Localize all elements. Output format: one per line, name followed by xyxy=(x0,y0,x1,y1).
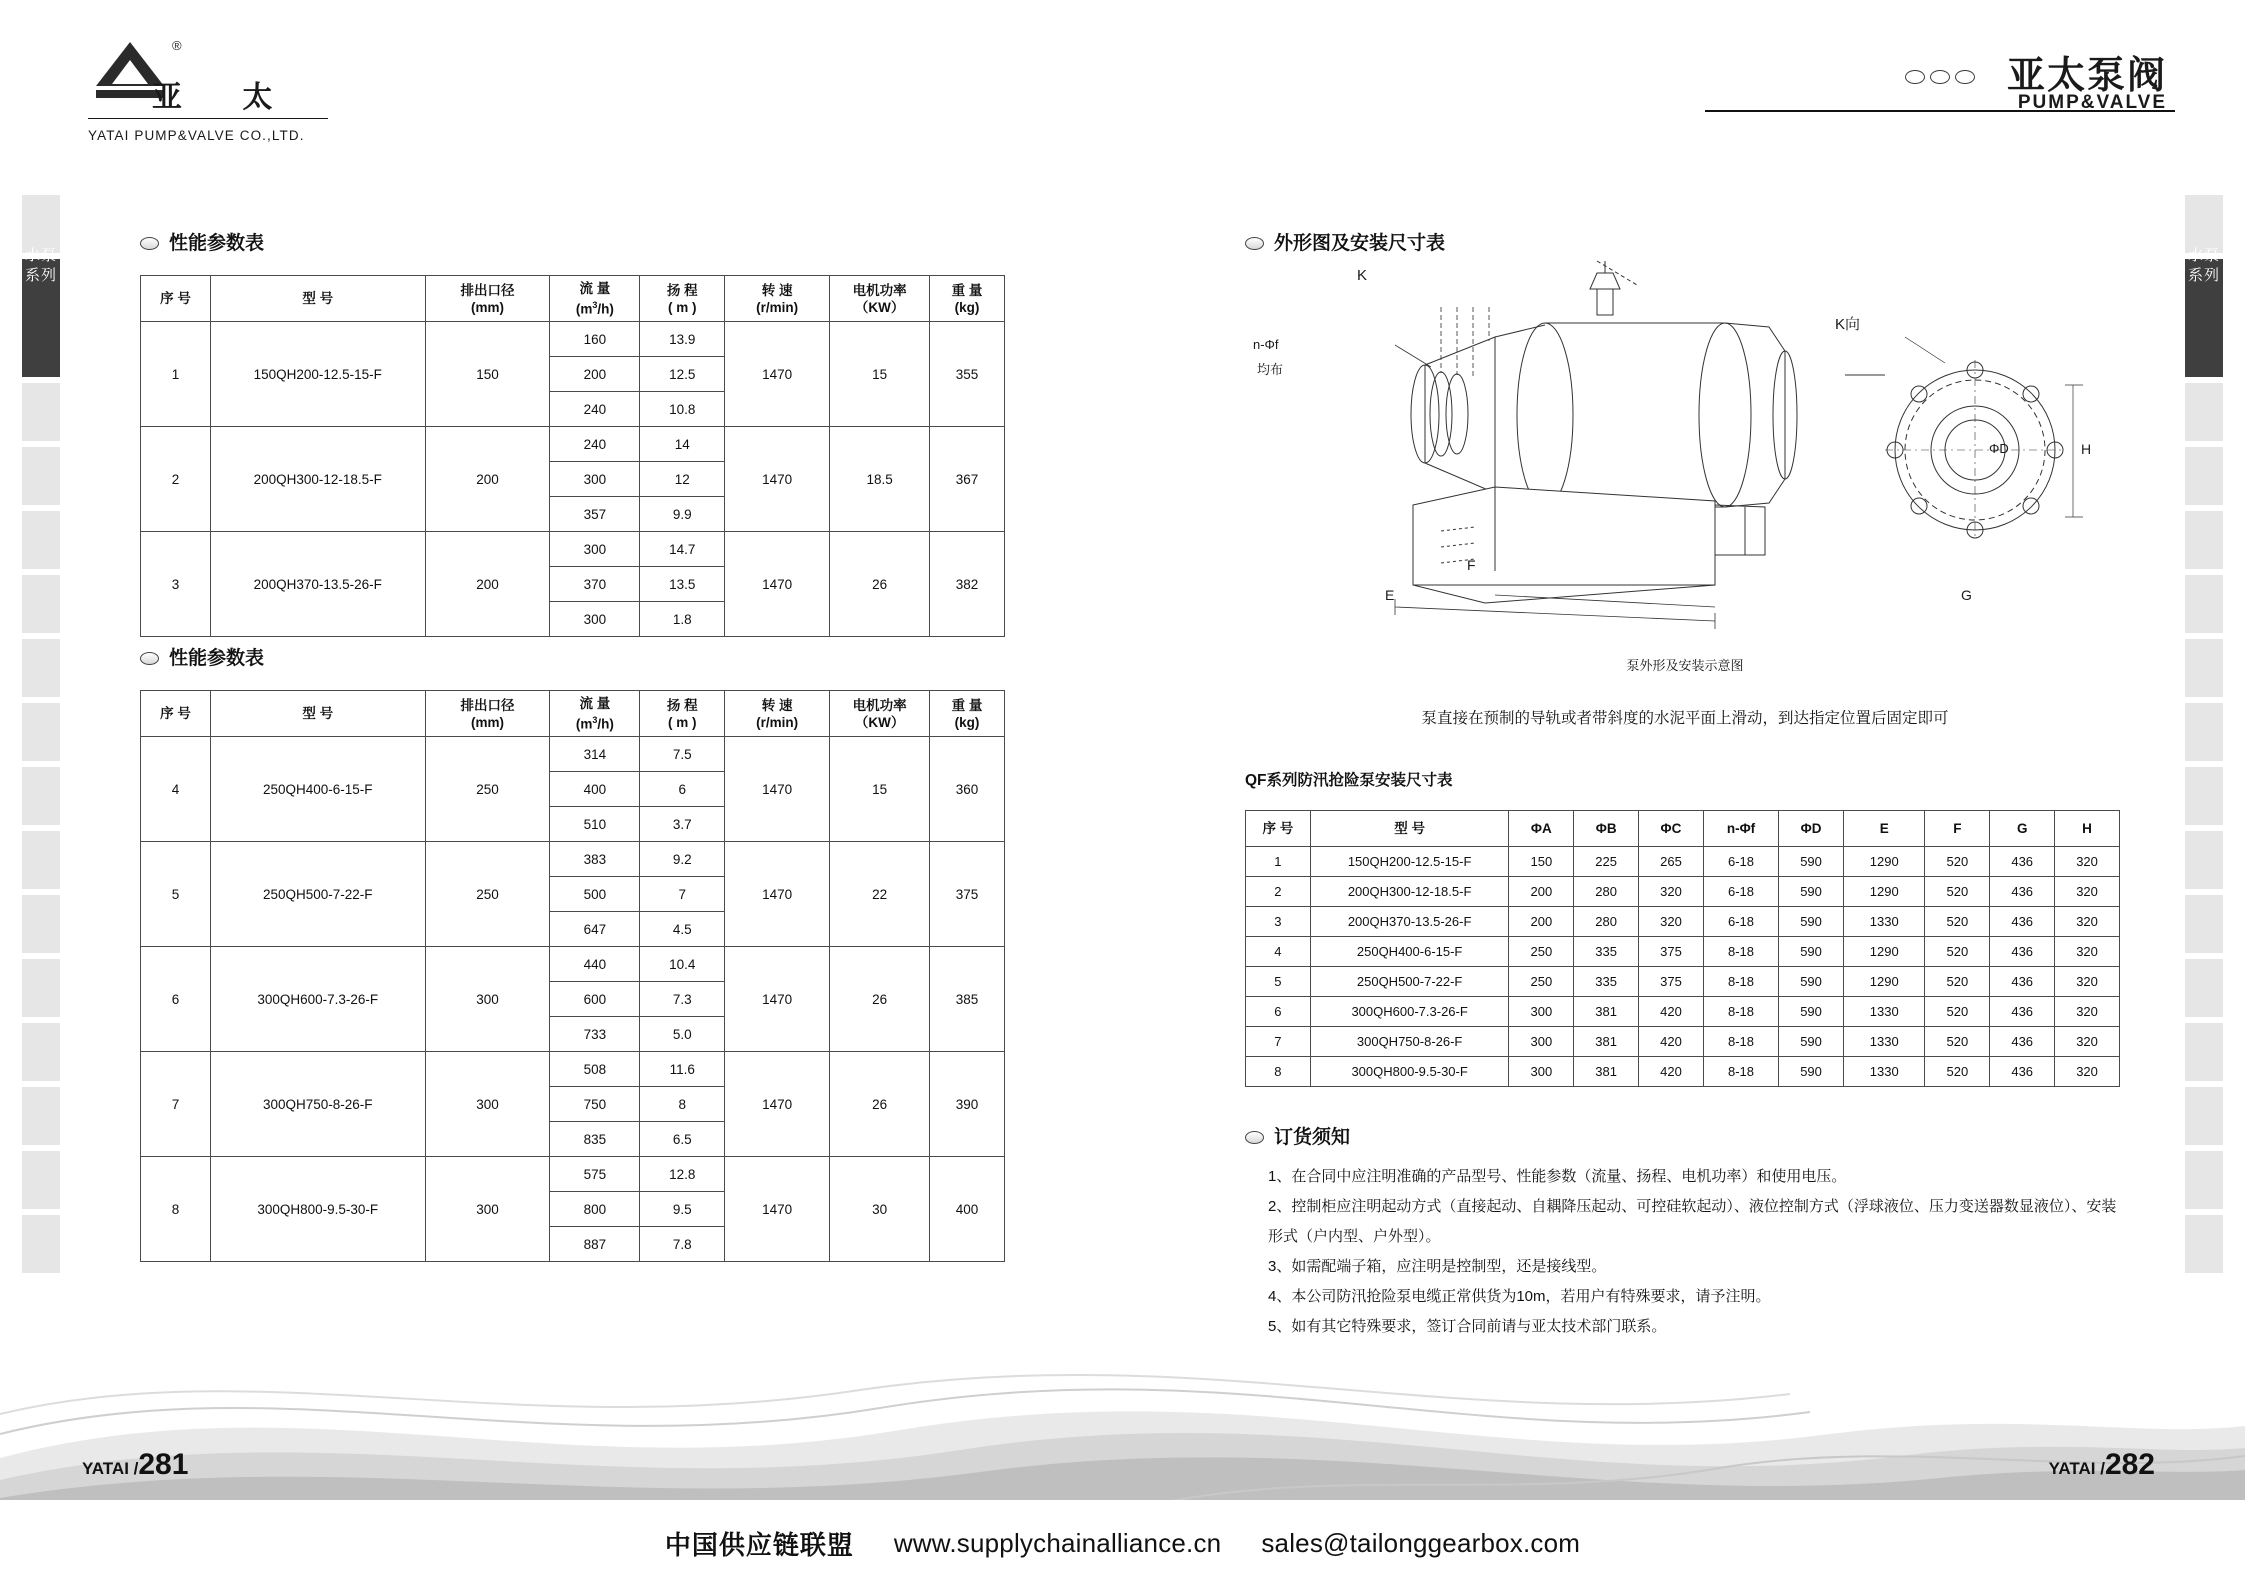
cell-outlet: 300 xyxy=(425,1052,550,1157)
dim-cell-4: 420 xyxy=(1639,1027,1704,1057)
dimension-table-body xyxy=(1246,847,2120,1087)
dim-cell-0: 3 xyxy=(1246,907,1311,937)
dim-cell-10: 320 xyxy=(2055,1027,2120,1057)
dim-cell-7: 1330 xyxy=(1843,907,1925,937)
dim-cell-3: 280 xyxy=(1574,877,1639,907)
th-speed: 转 速 (r/min) xyxy=(725,276,830,322)
dim-cell-8: 520 xyxy=(1925,907,1990,937)
cell-speed: 1470 xyxy=(725,427,830,532)
table-row xyxy=(141,427,1005,462)
dim-cell-6: 590 xyxy=(1779,877,1844,907)
dim-cell-6: 590 xyxy=(1779,1027,1844,1057)
dim-cell-5: 6-18 xyxy=(1703,877,1778,907)
cell-flow: 314 xyxy=(550,737,640,772)
drawing-caption: 泵外形及安装示意图 xyxy=(1626,658,1744,673)
dim-cell-7: 1290 xyxy=(1843,967,1925,997)
cell-head: 12.5 xyxy=(640,357,725,392)
dim-cell-6: 590 xyxy=(1779,937,1844,967)
dim-cell-4: 320 xyxy=(1639,877,1704,907)
cell-speed: 1470 xyxy=(725,1157,830,1262)
dim-cell-6: 590 xyxy=(1779,967,1844,997)
dim-cell-6: 590 xyxy=(1779,847,1844,877)
dim-cell-10: 320 xyxy=(2055,997,2120,1027)
dim-cell-7: 1290 xyxy=(1843,847,1925,877)
dim-cell-3: 335 xyxy=(1574,967,1639,997)
dim-cell-8: 520 xyxy=(1925,1027,1990,1057)
registered-mark: ® xyxy=(172,38,182,53)
th-no: 序 号 xyxy=(141,691,211,737)
dim-cell-4: 375 xyxy=(1639,937,1704,967)
dim-cell-7: 1290 xyxy=(1843,877,1925,907)
cell-flow: 240 xyxy=(550,392,640,427)
header-right-logo xyxy=(1705,44,2175,128)
dim-cell-8: 520 xyxy=(1925,937,1990,967)
dim-cell-3: 381 xyxy=(1574,997,1639,1027)
cell-head: 5.0 xyxy=(640,1017,725,1052)
cell-weight: 367 xyxy=(930,427,1005,532)
dim-cell-0: 8 xyxy=(1246,1057,1311,1087)
table-header-row xyxy=(141,276,1005,322)
cell-head: 3.7 xyxy=(640,807,725,842)
dim-cell-9: 436 xyxy=(1990,997,2055,1027)
cell-outlet: 150 xyxy=(425,322,550,427)
cell-head: 9.9 xyxy=(640,497,725,532)
dim-cell-4: 420 xyxy=(1639,997,1704,1027)
cell-flow: 440 xyxy=(550,947,640,982)
table-row xyxy=(1246,1027,2120,1057)
dim-cell-3: 335 xyxy=(1574,937,1639,967)
dim-cell-5: 8-18 xyxy=(1703,1057,1778,1087)
cell-model: 200QH370-13.5-26-F xyxy=(210,532,425,637)
dim-cell-6: 590 xyxy=(1779,997,1844,1027)
dim-cell-8: 520 xyxy=(1925,967,1990,997)
logo-chinese-name: 亚 太 xyxy=(152,81,299,114)
table-row xyxy=(1246,1057,2120,1087)
cell-flow: 750 xyxy=(550,1087,640,1122)
dim-cell-5: 8-18 xyxy=(1703,937,1778,967)
dim-cell-9: 436 xyxy=(1990,847,2055,877)
cell-flow: 508 xyxy=(550,1052,640,1087)
dim-cell-1: 250QH500-7-22-F xyxy=(1310,967,1509,997)
cell-weight: 385 xyxy=(930,947,1005,1052)
dim-cell-8: 520 xyxy=(1925,877,1990,907)
cell-outlet: 200 xyxy=(425,427,550,532)
dim-cell-6: 590 xyxy=(1779,1057,1844,1087)
dim-cell-2: 300 xyxy=(1509,997,1574,1027)
cell-no: 1 xyxy=(141,322,211,427)
dim-th-3: ΦB xyxy=(1574,811,1639,847)
cell-flow: 800 xyxy=(550,1192,640,1227)
page-header xyxy=(0,0,2245,160)
dim-cell-2: 150 xyxy=(1509,847,1574,877)
cell-no: 2 xyxy=(141,427,211,532)
table-row xyxy=(141,532,1005,567)
cell-power: 26 xyxy=(830,532,930,637)
cell-head: 9.5 xyxy=(640,1192,725,1227)
table-row xyxy=(1246,907,2120,937)
dim-cell-6: 590 xyxy=(1779,907,1844,937)
cell-head: 1.8 xyxy=(640,602,725,637)
dim-cell-0: 1 xyxy=(1246,847,1311,877)
table-row xyxy=(1246,847,2120,877)
performance-table-2 xyxy=(140,690,1005,1262)
cell-model: 300QH800-9.5-30-F xyxy=(210,1157,425,1262)
performance-table-2-body xyxy=(141,737,1005,1262)
cell-outlet: 300 xyxy=(425,1157,550,1262)
dim-cell-7: 1330 xyxy=(1843,997,1925,1027)
dimension-table-title: QF系列防汛抢险泵安装尺寸表 xyxy=(1245,772,1453,789)
cell-weight: 375 xyxy=(930,842,1005,947)
logo-divider xyxy=(88,118,328,119)
cell-flow: 647 xyxy=(550,912,640,947)
dim-th-0: 序 号 xyxy=(1246,811,1311,847)
cell-speed: 1470 xyxy=(725,737,830,842)
dim-cell-8: 520 xyxy=(1925,1057,1990,1087)
dim-cell-9: 436 xyxy=(1990,937,2055,967)
section-title-performance-1: 性能参数表 xyxy=(140,228,264,255)
dim-cell-3: 381 xyxy=(1574,1057,1639,1087)
cell-head: 13.5 xyxy=(640,567,725,602)
dim-cell-4: 420 xyxy=(1639,1057,1704,1087)
header-logo-chinese: 亚太泵阀 xyxy=(2006,53,2167,97)
dim-cell-9: 436 xyxy=(1990,967,2055,997)
performance-table-1-body xyxy=(141,322,1005,637)
cell-head: 12 xyxy=(640,462,725,497)
table-row xyxy=(1246,967,2120,997)
cell-flow: 357 xyxy=(550,497,640,532)
cell-head: 14.7 xyxy=(640,532,725,567)
dim-th-6: ΦD xyxy=(1779,811,1844,847)
cell-no: 5 xyxy=(141,842,211,947)
performance-table-1 xyxy=(140,275,1005,637)
cell-power: 22 xyxy=(830,842,930,947)
dim-cell-0: 7 xyxy=(1246,1027,1311,1057)
dim-cell-5: 8-18 xyxy=(1703,997,1778,1027)
table-row xyxy=(1246,877,2120,907)
section-title-order-notes: 订货须知 xyxy=(1245,1122,1350,1149)
cell-head: 12.8 xyxy=(640,1157,725,1192)
dim-cell-1: 200QH370-13.5-26-F xyxy=(1310,907,1509,937)
left-tab-label: 水泵系列 xyxy=(24,247,57,284)
dim-th-8: F xyxy=(1925,811,1990,847)
cell-flow: 887 xyxy=(550,1227,640,1262)
dim-cell-0: 6 xyxy=(1246,997,1311,1027)
dim-cell-2: 200 xyxy=(1509,907,1574,937)
cell-head: 7 xyxy=(640,877,725,912)
dim-cell-7: 1290 xyxy=(1843,937,1925,967)
bullet-icon xyxy=(1245,237,1264,250)
dim-cell-10: 320 xyxy=(2055,877,2120,907)
dim-cell-9: 436 xyxy=(1990,907,2055,937)
cell-power: 30 xyxy=(830,1157,930,1262)
th-speed: 转 速 (r/min) xyxy=(725,691,830,737)
dim-cell-10: 320 xyxy=(2055,847,2120,877)
cell-flow: 510 xyxy=(550,807,640,842)
cell-flow: 300 xyxy=(550,462,640,497)
cell-power: 15 xyxy=(830,322,930,427)
dim-cell-2: 200 xyxy=(1509,877,1574,907)
footer-contact-bar xyxy=(0,1500,2245,1587)
cell-weight: 390 xyxy=(930,1052,1005,1157)
cell-head: 10.8 xyxy=(640,392,725,427)
table-row xyxy=(141,322,1005,357)
cell-flow: 400 xyxy=(550,772,640,807)
right-tab-label: 水泵系列 xyxy=(2187,247,2220,284)
cell-flow: 600 xyxy=(550,982,640,1017)
cell-head: 7.8 xyxy=(640,1227,725,1262)
th-power: 电机功率 （KW） xyxy=(830,691,930,737)
table-row xyxy=(141,737,1005,772)
dim-cell-9: 436 xyxy=(1990,877,2055,907)
cell-model: 300QH600-7.3-26-F xyxy=(210,947,425,1052)
cell-no: 8 xyxy=(141,1157,211,1262)
th-weight: 重 量 (kg) xyxy=(930,276,1005,322)
section-title-performance-2: 性能参数表 xyxy=(140,643,264,670)
th-flow: 流 量 $(m^3/h)$ xyxy=(550,691,640,737)
th-no: 序 号 xyxy=(141,276,211,322)
cell-head: 10.4 xyxy=(640,947,725,982)
dim-th-5: n-Φf xyxy=(1703,811,1778,847)
dim-cell-5: 8-18 xyxy=(1703,1027,1778,1057)
footer-email[interactable]: sales@tailonggearbox.com xyxy=(1261,1528,1581,1558)
dim-cell-2: 300 xyxy=(1509,1057,1574,1087)
order-note-3: 3、如需配端子箱，应注明是控制型，还是接线型。 xyxy=(1268,1258,1607,1275)
cell-flow: 500 xyxy=(550,877,640,912)
table-row xyxy=(141,947,1005,982)
order-note-5: 5、如有其它特殊要求，签订合同前请与亚太技术部门联系。 xyxy=(1268,1318,1667,1335)
page-number-left: YATAI /281 xyxy=(82,1448,189,1481)
cell-power: 26 xyxy=(830,1052,930,1157)
cell-outlet: 300 xyxy=(425,947,550,1052)
dim-th-1: 型 号 xyxy=(1310,811,1509,847)
cell-model: 150QH200-12.5-15-F xyxy=(210,322,425,427)
th-outlet: 排出口径 (mm) xyxy=(425,276,550,322)
dim-cell-10: 320 xyxy=(2055,907,2120,937)
drawing-note: 泵直接在预制的导轨或者带斜度的水泥平面上滑动，到达指定位置后固定即可 xyxy=(1421,710,1949,727)
cell-speed: 1470 xyxy=(725,947,830,1052)
cell-head: 14 xyxy=(640,427,725,462)
th-outlet: 排出口径 (mm) xyxy=(425,691,550,737)
dim-cell-2: 250 xyxy=(1509,967,1574,997)
dim-cell-10: 320 xyxy=(2055,1057,2120,1087)
dim-th-7: E xyxy=(1843,811,1925,847)
footer-org-name: 中国供应链联盟 xyxy=(664,1530,854,1560)
cell-weight: 355 xyxy=(930,322,1005,427)
table-row xyxy=(1246,937,2120,967)
cell-head: 7.5 xyxy=(640,737,725,772)
table-row xyxy=(141,1052,1005,1087)
cell-flow: 370 xyxy=(550,567,640,602)
dim-cell-1: 250QH400-6-15-F xyxy=(1310,937,1509,967)
cell-power: 15 xyxy=(830,737,930,842)
order-note-2: 2、控制柜应注明起动方式（直接起动、自耦降压起动、可控硅软起动）、液位控制方式（浮球液位、压力变送器数显液位）、安装形式（户内型、户外型）。 xyxy=(1268,1198,2117,1245)
cell-power: 18.5 xyxy=(830,427,930,532)
order-note-4: 4、本公司防汛抢险泵电缆正常供货为10m，若用户有特殊要求，请予注明。 xyxy=(1268,1288,1771,1305)
bullet-icon xyxy=(1245,1131,1264,1144)
th-model: 型 号 xyxy=(210,276,425,322)
header-logo-english: PUMP&VALVE xyxy=(2017,92,2167,113)
dim-cell-1: 300QH600-7.3-26-F xyxy=(1310,997,1509,1027)
cell-no: 4 xyxy=(141,737,211,842)
cell-flow: 575 xyxy=(550,1157,640,1192)
dim-header-row xyxy=(1246,811,2120,847)
left-tab-strip xyxy=(22,195,60,1279)
dim-cell-3: 280 xyxy=(1574,907,1639,937)
bullet-icon xyxy=(140,237,159,250)
cell-model: 250QH400-6-15-F xyxy=(210,737,425,842)
dim-th-10: H xyxy=(2055,811,2120,847)
cell-model: 250QH500-7-22-F xyxy=(210,842,425,947)
cell-flow: 300 xyxy=(550,602,640,637)
cell-flow: 200 xyxy=(550,357,640,392)
cell-no: 7 xyxy=(141,1052,211,1157)
th-power: 电机功率 （KW） xyxy=(830,276,930,322)
cell-flow: 300 xyxy=(550,532,640,567)
th-weight: 重 量 (kg) xyxy=(930,691,1005,737)
cell-speed: 1470 xyxy=(725,532,830,637)
pump-outline-drawing: K n-Φf 均布 K向 E F G ΦD H xyxy=(1245,255,2125,675)
logo-english-name: YATAI PUMP&VALVE CO.,LTD. xyxy=(88,128,305,143)
dim-th-4: ΦC xyxy=(1639,811,1704,847)
th-model: 型 号 xyxy=(210,691,425,737)
cell-power: 26 xyxy=(830,947,930,1052)
section-title-outline: 外形图及安装尺寸表 xyxy=(1245,228,1445,255)
dim-cell-9: 436 xyxy=(1990,1057,2055,1087)
cell-head: 9.2 xyxy=(640,842,725,877)
dim-cell-4: 265 xyxy=(1639,847,1704,877)
dim-cell-9: 436 xyxy=(1990,1027,2055,1057)
cell-head: 11.6 xyxy=(640,1052,725,1087)
footer-website[interactable]: www.supplychainalliance.cn xyxy=(893,1528,1222,1558)
dim-cell-4: 375 xyxy=(1639,967,1704,997)
cell-speed: 1470 xyxy=(725,322,830,427)
footer-decoration xyxy=(0,1338,2245,1518)
order-notes-list xyxy=(1268,1162,2123,1342)
cell-model: 300QH750-8-26-F xyxy=(210,1052,425,1157)
cell-weight: 400 xyxy=(930,1157,1005,1262)
cell-head: 13.9 xyxy=(640,322,725,357)
dim-cell-8: 520 xyxy=(1925,847,1990,877)
header-dots-icon xyxy=(1900,70,1975,89)
dimension-table xyxy=(1245,810,2120,1087)
cell-no: 6 xyxy=(141,947,211,1052)
dim-cell-0: 4 xyxy=(1246,937,1311,967)
right-tab-strip xyxy=(2185,195,2223,1279)
dim-cell-5: 8-18 xyxy=(1703,967,1778,997)
cell-flow: 160 xyxy=(550,322,640,357)
cell-head: 8 xyxy=(640,1087,725,1122)
cell-flow: 835 xyxy=(550,1122,640,1157)
cell-flow: 240 xyxy=(550,427,640,462)
order-note-1: 1、在合同中应注明准确的产品型号、性能参数（流量、扬程、电机功率）和使用电压。 xyxy=(1268,1168,1847,1185)
dim-cell-7: 1330 xyxy=(1843,1027,1925,1057)
cell-speed: 1470 xyxy=(725,1052,830,1157)
dim-cell-1: 150QH200-12.5-15-F xyxy=(1310,847,1509,877)
dim-cell-10: 320 xyxy=(2055,967,2120,997)
th-head: 扬 程 ( m ) xyxy=(640,691,725,737)
dim-th-9: G xyxy=(1990,811,2055,847)
dim-cell-1: 300QH800-9.5-30-F xyxy=(1310,1057,1509,1087)
dim-cell-4: 320 xyxy=(1639,907,1704,937)
dim-cell-7: 1330 xyxy=(1843,1057,1925,1087)
dim-cell-10: 320 xyxy=(2055,937,2120,967)
cell-outlet: 200 xyxy=(425,532,550,637)
dim-cell-1: 300QH750-8-26-F xyxy=(1310,1027,1509,1057)
dim-th-2: ΦA xyxy=(1509,811,1574,847)
dim-cell-2: 300 xyxy=(1509,1027,1574,1057)
dim-cell-3: 225 xyxy=(1574,847,1639,877)
cell-head: 7.3 xyxy=(640,982,725,1017)
dim-cell-5: 6-18 xyxy=(1703,907,1778,937)
cell-flow: 733 xyxy=(550,1017,640,1052)
cell-flow: 383 xyxy=(550,842,640,877)
dim-cell-1: 200QH300-12-18.5-F xyxy=(1310,877,1509,907)
table-row xyxy=(141,842,1005,877)
dim-cell-8: 520 xyxy=(1925,997,1990,1027)
cell-model: 200QH300-12-18.5-F xyxy=(210,427,425,532)
dim-cell-2: 250 xyxy=(1509,937,1574,967)
th-head: 扬 程 ( m ) xyxy=(640,276,725,322)
cell-head: 6.5 xyxy=(640,1122,725,1157)
cell-head: 6 xyxy=(640,772,725,807)
cell-outlet: 250 xyxy=(425,737,550,842)
cell-weight: 382 xyxy=(930,532,1005,637)
page-number-right: YATAI /282 xyxy=(2048,1448,2155,1481)
dim-cell-5: 6-18 xyxy=(1703,847,1778,877)
table-row xyxy=(1246,997,2120,1027)
cell-weight: 360 xyxy=(930,737,1005,842)
cell-head: 4.5 xyxy=(640,912,725,947)
dim-cell-3: 381 xyxy=(1574,1027,1639,1057)
dim-cell-0: 5 xyxy=(1246,967,1311,997)
table-header-row xyxy=(141,691,1005,737)
th-flow: 流 量 $(m^3/h)$ xyxy=(550,276,640,322)
bullet-icon xyxy=(140,652,159,665)
table-row xyxy=(141,1157,1005,1192)
cell-no: 3 xyxy=(141,532,211,637)
cell-outlet: 250 xyxy=(425,842,550,947)
cell-speed: 1470 xyxy=(725,842,830,947)
dim-cell-0: 2 xyxy=(1246,877,1311,907)
